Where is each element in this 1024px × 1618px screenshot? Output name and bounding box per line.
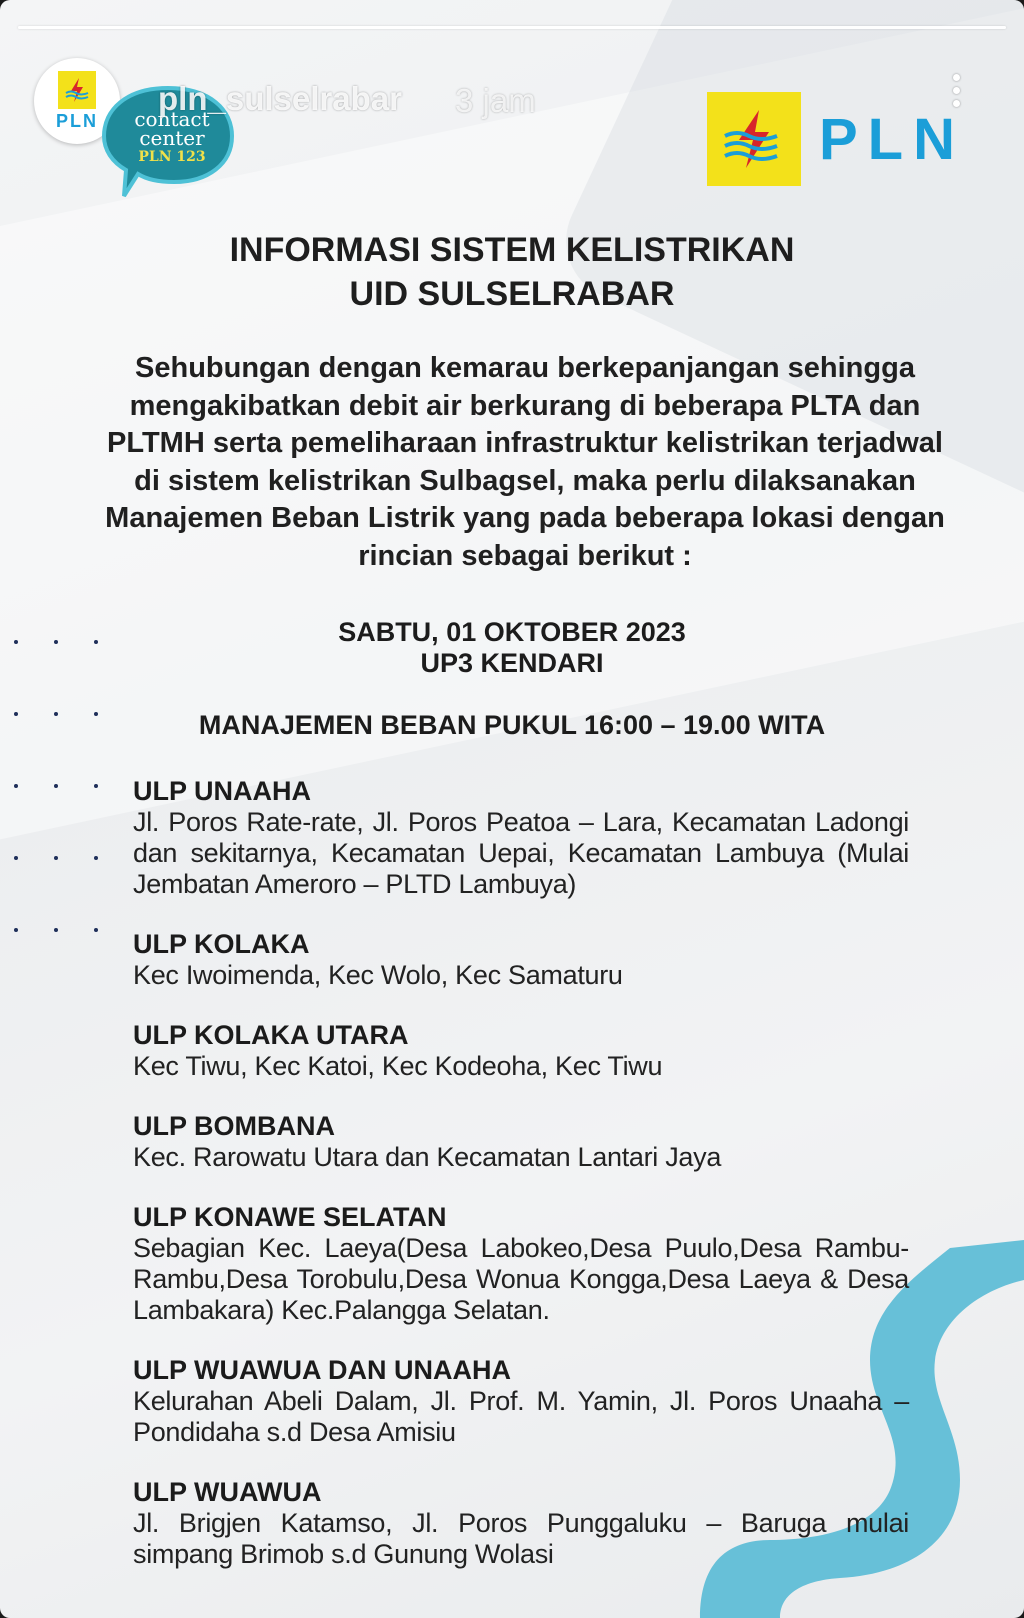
logo-wordmark: PLN xyxy=(819,106,965,172)
list-item xyxy=(133,1354,909,1448)
list-item xyxy=(133,1019,909,1082)
story-progress-bar xyxy=(18,26,1006,29)
area-name: ULP KONAWE SELATAN xyxy=(133,1202,447,1232)
contact-line: contact xyxy=(134,107,210,131)
area-name: ULP BOMBANA xyxy=(133,1111,335,1141)
schedule-time: MANAJEMEN BEBAN PUKUL 16:00 – 19.00 WITA xyxy=(198,710,826,740)
unit-line: UP3 KENDARI xyxy=(420,648,604,678)
avatar-brand: PLN xyxy=(56,110,98,131)
list-item xyxy=(133,1201,909,1326)
area-name: ULP WUAWUA xyxy=(133,1477,322,1507)
area-desc: Jl. Brigjen Katamso, Jl. Poros Punggaluku – Baruga mulai simpang Brimob s.d Gunung Wolasi xyxy=(133,1508,909,1569)
list-item xyxy=(133,1110,909,1173)
area-name: ULP KOLAKA UTARA xyxy=(133,1020,409,1050)
schedule-date xyxy=(0,617,1024,679)
progress-segment xyxy=(18,26,1006,29)
area-desc: Kelurahan Abeli Dalam, Jl. Prof. M. Yamin, Jl. Poros Unaaha – Pondidaha s.d Desa Amisiu xyxy=(133,1386,909,1447)
area-name: ULP KOLAKA xyxy=(133,929,310,959)
area-name: ULP WUAWUA DAN UNAAHA xyxy=(133,1355,511,1385)
story-username[interactable]: pln_sulselrabar xyxy=(158,80,402,117)
lightning-bolt-icon xyxy=(58,71,96,109)
list-item xyxy=(133,928,909,991)
area-desc: Kec Tiwu, Kec Katoi, Kec Kodeoha, Kec Tiwu xyxy=(133,1051,663,1081)
area-desc: Kec Iwoimenda, Kec Wolo, Kec Samaturu xyxy=(133,960,623,990)
area-name: ULP UNAAHA xyxy=(133,776,312,806)
poster-title xyxy=(0,228,1024,316)
center-line: center xyxy=(139,126,205,150)
date-line: SABTU, 01 OKTOBER 2023 xyxy=(338,617,686,647)
area-desc: Jl. Poros Rate-rate, Jl. Poros Peatoa – Lara, Kecamatan Ladongi dan sekitarnya, Kecamatan Uepai, Kecamatan Lambuya (Mulai Jembatan Ameroro – PLTD Lambuya) xyxy=(133,807,909,899)
list-item xyxy=(133,775,909,900)
area-desc: Kec. Rarowatu Utara dan Kecamatan Lantari Jaya xyxy=(133,1142,722,1172)
story-timestamp: 3 jam xyxy=(455,82,536,119)
title-line: INFORMASI SISTEM KELISTRIKAN xyxy=(229,231,795,269)
title-line: UID SULSELRABAR xyxy=(349,275,675,313)
list-item xyxy=(133,1476,909,1570)
hotline-number: PLN 123 xyxy=(138,149,206,165)
intro-paragraph: Sehubungan dengan kemarau berkepanjangan sehingga mengakibatkan debit air berkurang di beberapa PLTA dan PLTMH serta pemeliharaan infrastruktur kelistrikan terjadwal di sistem kelistrikan Sulbagsel, maka perlu dilaksanakan Manajemen Beban Listrik yang pada beberapa lokasi dengan rincian sebagai berikut : xyxy=(105,352,945,572)
decorative-dots xyxy=(14,640,98,1000)
area-desc: Sebagian Kec. Laeya(Desa Labokeo,Desa Puulo,Desa Rambu-Rambu,Desa Torobulu,Desa Wonua Kongga,Desa Laeya & Desa Lambakara) Kec.Palangga Selatan. xyxy=(133,1233,909,1325)
lightning-bolt-icon xyxy=(707,92,801,186)
area-list xyxy=(133,775,909,1598)
pln-logo xyxy=(707,92,965,186)
